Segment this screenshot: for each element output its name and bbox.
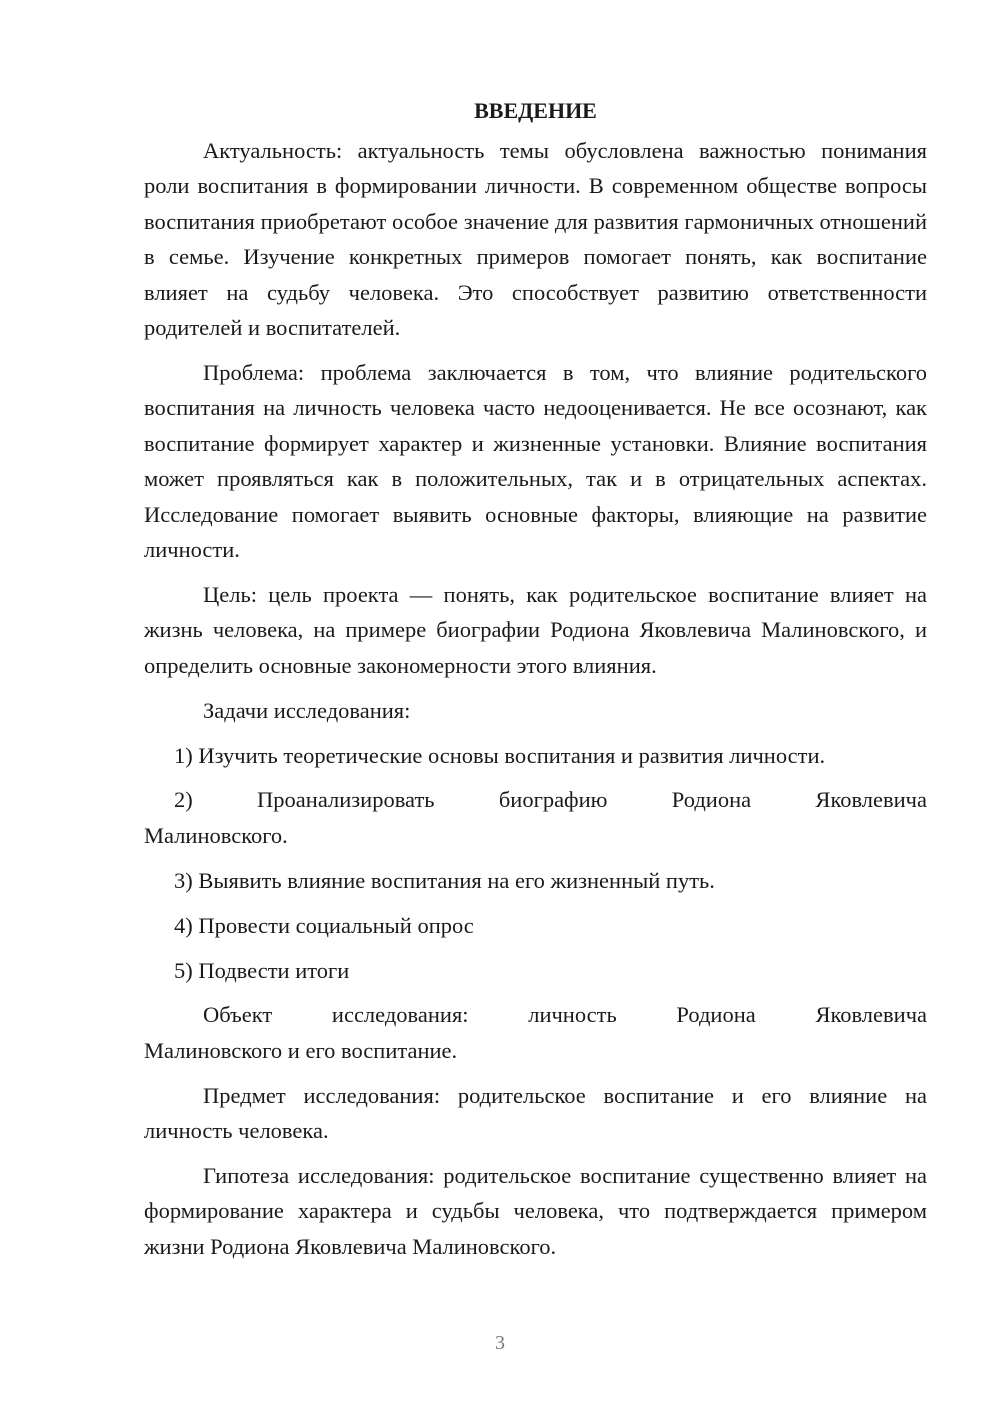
page-title: ВВЕДЕНИЕ xyxy=(474,98,597,123)
task-item-5: 5) Подвести итоги xyxy=(174,957,350,983)
hypothesis-paragraph: Гипотеза исследования: родительское воспитание существенно влияет на формирование характера и судьбы человека, что подтверждается примером жизни Родиона Яковлевича Малиновского. xyxy=(144,1163,927,1259)
object-paragraph-continuation: Малиновского и его воспитание. xyxy=(144,1037,458,1063)
problem-paragraph: Проблема: проблема заключается в том, что влияние родительского воспитания на личность человека часто недооценивается. Не все осознают, как воспитание формирует характер и жизненные установки. Влияние воспитания может проявляться как в положительных, так и в отрицательных аспектах. Исследование помогает выявить основные факторы, влияющие на развитие личности. xyxy=(144,359,927,562)
task-item-2: 2) Проанализировать биографию Родиона Яковлевича xyxy=(174,787,927,813)
subject-paragraph: Предмет исследования: родительское воспитание и его влияние на личность человека. xyxy=(144,1082,927,1144)
goal-paragraph: Цель: цель проекта — понять, как родительское воспитание влияет на жизнь человека, на примере биографии Родиона Яковлевича Малиновского, и определить основные закономерности этого влияния. xyxy=(144,581,927,678)
object-paragraph: Объект исследования: личность Родиона Яковлевича xyxy=(203,1002,927,1028)
tasks-heading: Задачи исследования: xyxy=(203,697,411,723)
task-item-4: 4) Провести социальный опрос xyxy=(174,912,474,938)
task-item-1: 1) Изучить теоретические основы воспитания и развития личности. xyxy=(174,742,826,768)
task-item-3: 3) Выявить влияние воспитания на его жизненный путь. xyxy=(174,867,715,893)
relevance-paragraph: Актуальность: актуальность темы обусловлена важностью понимания роли воспитания в формировании личности. В современном обществе вопросы воспитания приобретают особое значение для развития гармоничных отношений в семье. Изучение конкретных примеров помогает понять, как воспитание влияет на судьбу человека. Это способствует развитию ответственности родителей и воспитателей. xyxy=(144,138,927,341)
task-item-2-continuation: Малиновского. xyxy=(144,822,288,848)
document-page xyxy=(144,96,927,1274)
page-number: 3 xyxy=(495,1332,505,1354)
